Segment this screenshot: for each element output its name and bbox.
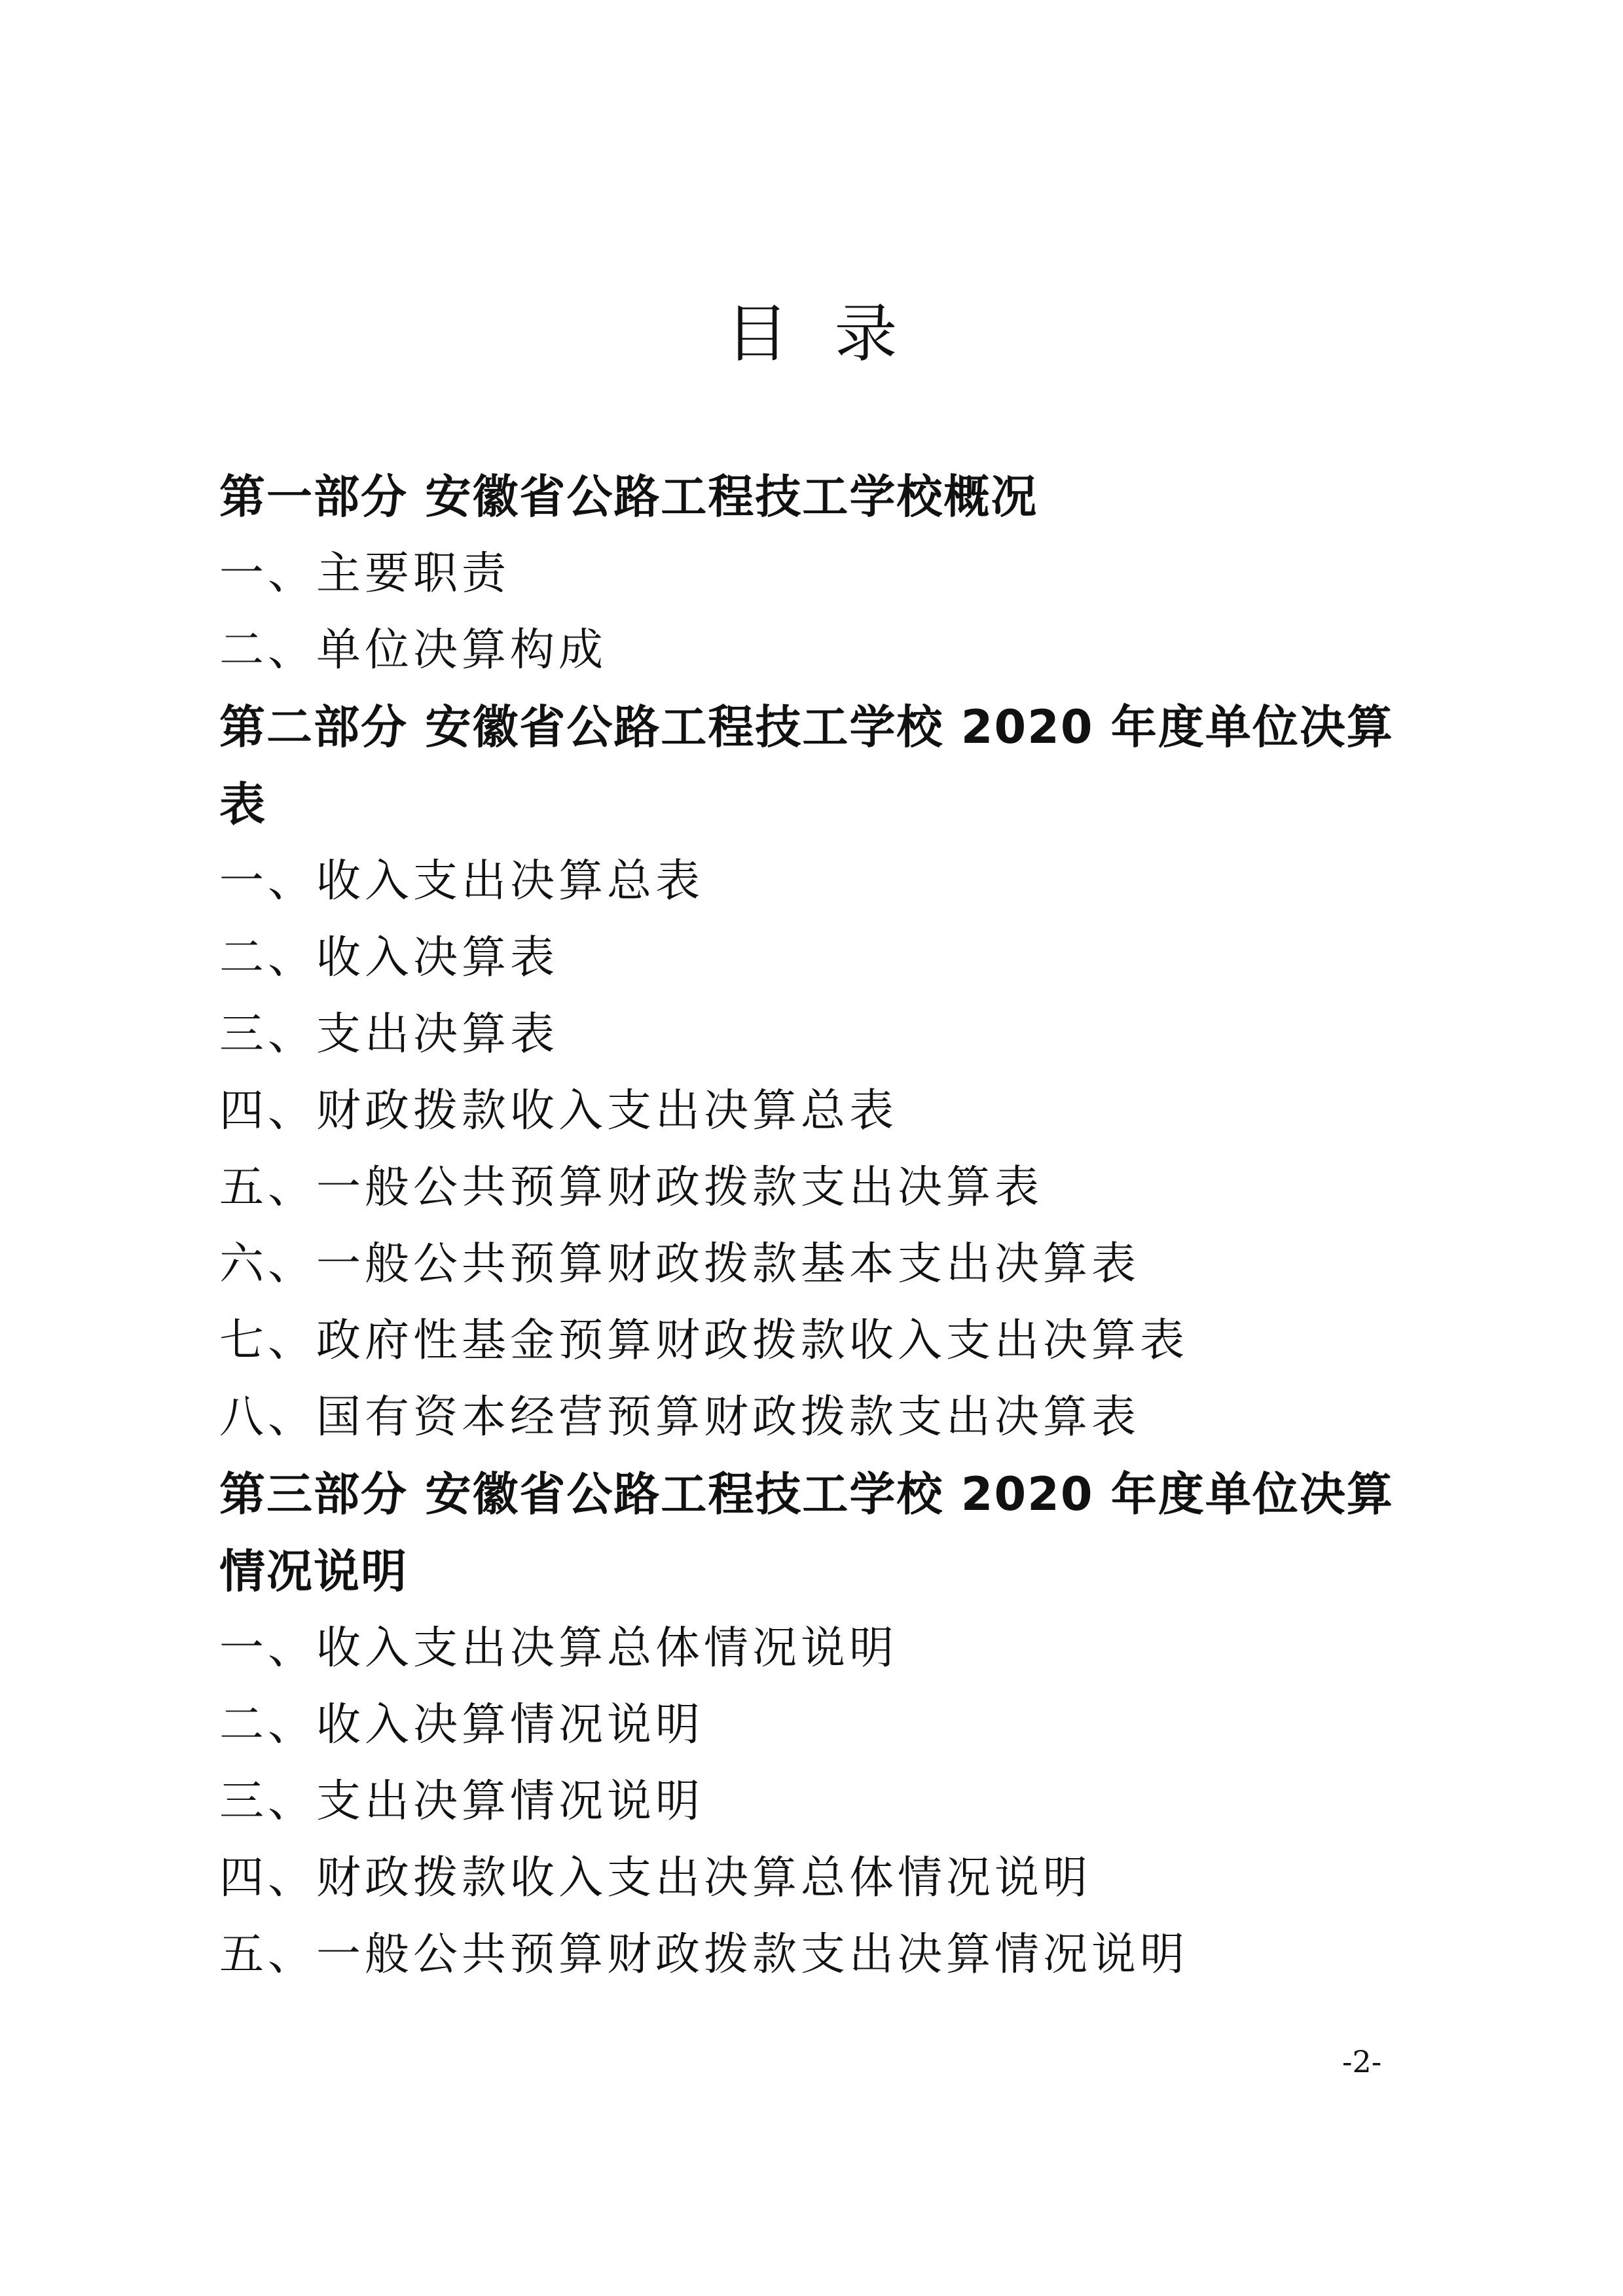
toc-item: 二、单位决算构成 xyxy=(219,624,608,676)
toc-item: 四、财政拨款收入支出决算总表 xyxy=(219,1085,898,1137)
page-number: -2- xyxy=(1342,2044,1382,2079)
toc-item: 五、一般公共预算财政拨款支出决算情况说明 xyxy=(219,1929,1189,1981)
part-heading-3-line-1: 第三部分 安徽省公路工程技工学校 2020 年度单位决算 xyxy=(219,1467,1394,1521)
toc-item: 七、政府性基金预算财政拨款收入支出决算表 xyxy=(219,1315,1189,1367)
toc-item: 六、一般公共预算财政拨款基本支出决算表 xyxy=(219,1238,1140,1290)
toc-item: 一、收入支出决算总体情况说明 xyxy=(219,1623,898,1674)
toc-item: 一、收入支出决算总表 xyxy=(219,855,704,907)
part-heading-3-line-2: 情况说明 xyxy=(219,1545,408,1598)
page-title: 目录 xyxy=(725,297,943,370)
toc-item: 八、国有资本经营预算财政拨款支出决算表 xyxy=(219,1391,1140,1443)
toc-item: 四、财政拨款收入支出决算总体情况说明 xyxy=(219,1852,1092,1904)
toc-item: 五、一般公共预算财政拨款支出决算表 xyxy=(219,1162,1044,1213)
toc-item: 二、收入决算情况说明 xyxy=(219,1699,704,1751)
part-heading-1: 第一部分 安徽省公路工程技工学校概况 xyxy=(219,470,1038,524)
toc-item: 三、支出决算情况说明 xyxy=(219,1776,704,1827)
part-heading-2-line-2: 表 xyxy=(219,778,266,831)
part-heading-2-line-1: 第二部分 安徽省公路工程技工学校 2020 年度单位决算 xyxy=(219,700,1394,754)
toc-item: 一、主要职责 xyxy=(219,548,511,600)
toc-item: 二、收入决算表 xyxy=(219,932,559,984)
toc-item: 三、支出决算表 xyxy=(219,1009,559,1060)
table-of-contents xyxy=(219,458,1411,1993)
